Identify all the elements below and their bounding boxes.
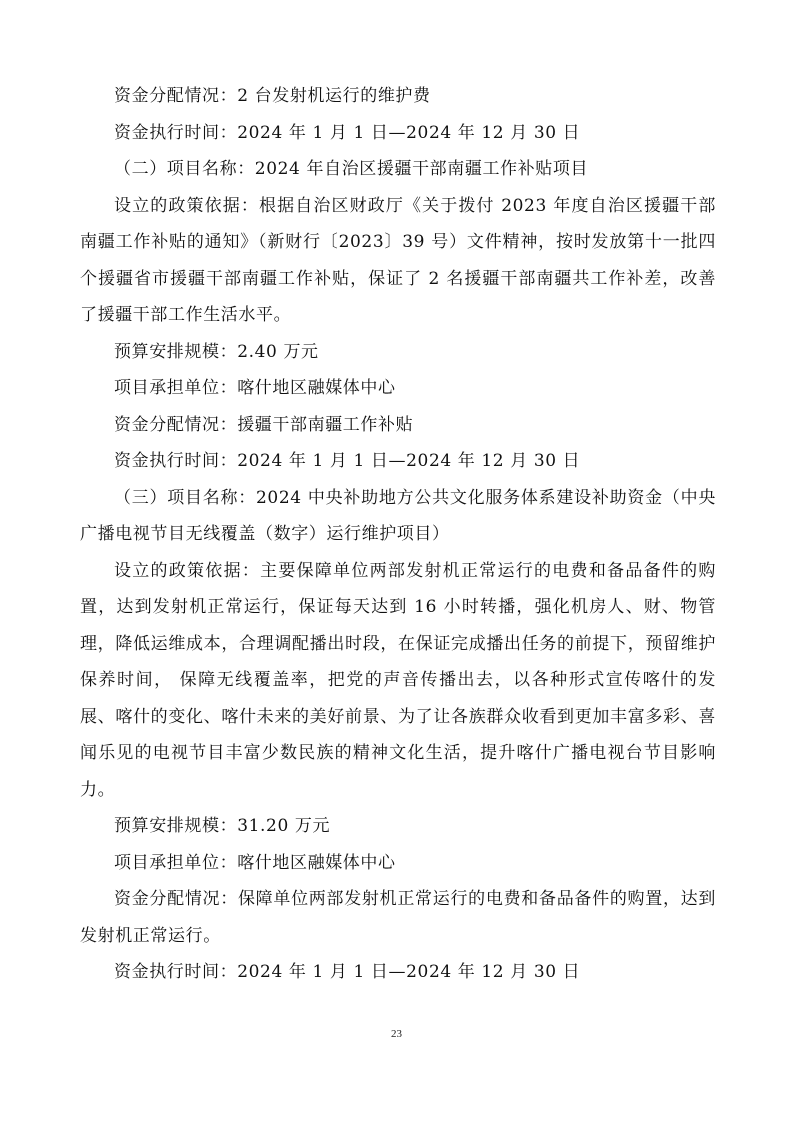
budget-scale-paragraph: 预算安排规模：2.40 万元 (114, 341, 319, 362)
fund-execution-time-paragraph: 资金执行时间：2024 年 1 月 1 日—2024 年 12 月 30 日 (114, 962, 581, 982)
project-name-heading: （二）项目名称：2024 年自治区援疆干部南疆工作补贴项目 (114, 159, 589, 179)
fund-execution-time-paragraph: 资金执行时间：2024 年 1 月 1 日—2024 年 12 月 30 日 (114, 451, 581, 471)
project-name-heading: （三）项目名称：2024 中央补助地方公共文化服务体系建设补助资金（中央广播电视节目无线覆盖（数字）运行维护项目） (80, 487, 716, 544)
policy-basis-paragraph: 设立的政策依据：主要保障单位两部发射机正常运行的电费和备品备件的购置，达到发射机正常运行，保证每天达到 16 小时转播，强化机房人、财、物管理，降低运维成本，合理调配播出时段，在保证完成播出任务的前提下，预留维护保养时间， 保障无线覆盖率，把党的声音传播出去，以各种形式宣传喀什的发展、喀什的变化、喀什未来的美好前景、为了让各族群众收看到更加丰富多彩、喜闻乐见的电视节目丰富少数民族的精神文化生活，提升喀什广播电视台节目影响力。 (80, 560, 716, 800)
policy-basis-paragraph: 设立的政策依据：根据自治区财政厅《关于拨付 2023 年度自治区援疆干部南疆工作补贴的通知》（新财行〔2023〕39 号）文件精神，按时发放第十一批四个援疆省市援疆干部南疆工作补贴，保证了 2 名援疆干部南疆共工作补差，改善了援疆干部工作生活水平。 (80, 195, 716, 325)
page-number: 23 (391, 1028, 402, 1040)
undertaking-unit-paragraph: 项目承担单位：喀什地区融媒体中心 (114, 852, 396, 873)
fund-allocation-paragraph: 资金分配情况：保障单位两部发射机正常运行的电费和备品备件的购置，达到发射机正常运行。 (80, 889, 716, 946)
document-body (80, 78, 716, 991)
fund-allocation-paragraph: 资金分配情况：援疆干部南疆工作补贴 (114, 414, 414, 435)
budget-scale-paragraph: 预算安排规模：31.20 万元 (114, 816, 331, 836)
undertaking-unit-paragraph: 项目承担单位：喀什地区融媒体中心 (114, 378, 396, 398)
fund-execution-time-paragraph: 资金执行时间：2024 年 1 月 1 日—2024 年 12 月 30 日 (114, 122, 581, 143)
fund-allocation-paragraph: 资金分配情况：2 台发射机运行的维护费 (114, 86, 431, 106)
